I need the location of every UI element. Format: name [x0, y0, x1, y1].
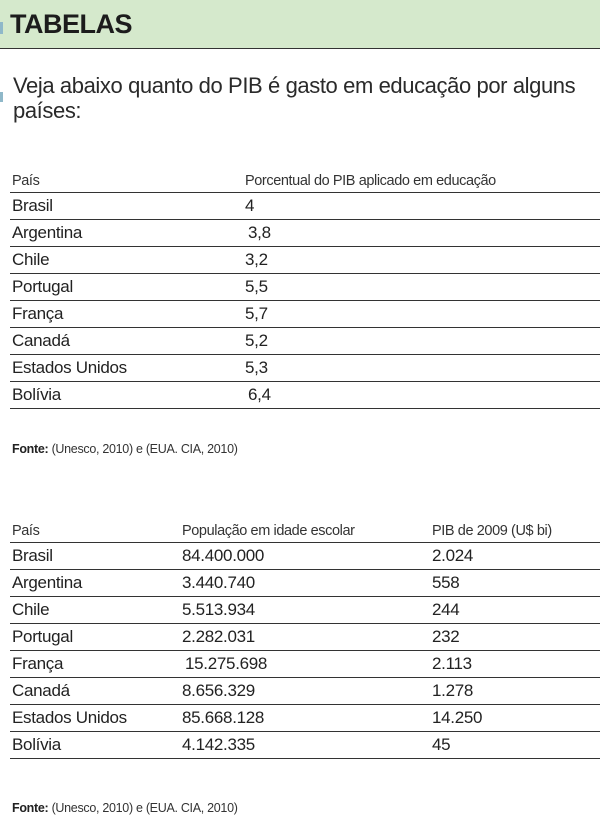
cell-country: Canadá [12, 331, 70, 350]
cell-country: Argentina [12, 223, 83, 242]
table-row [10, 328, 600, 355]
intro-text: Veja abaixo quanto do PIB é gasto em educação por alguns países: [13, 73, 576, 123]
source-label: Fonte: [12, 801, 49, 815]
cell-country: Canadá [12, 681, 70, 700]
table-row [10, 651, 600, 678]
source-label: Fonte: [12, 442, 49, 456]
cell-population: 5.513.934 [182, 600, 255, 619]
column-header-country: País [12, 523, 40, 539]
table-row [10, 220, 600, 247]
table-row [10, 247, 600, 274]
cell-gdp: 2.113 [432, 654, 472, 673]
cell-percent: 3,8 [248, 223, 271, 242]
cell-gdp: 14.250 [432, 708, 483, 727]
cell-gdp: 2.024 [432, 546, 474, 565]
table1-source [12, 442, 238, 456]
table-row [10, 570, 600, 597]
cell-country: Brasil [12, 196, 53, 215]
cell-percent: 5,7 [245, 304, 268, 323]
cell-country: Brasil [12, 546, 53, 565]
cell-population: 8.656.329 [182, 681, 255, 700]
cell-gdp: 244 [432, 600, 460, 619]
cell-country: Argentina [12, 573, 83, 592]
cell-country: Chile [12, 600, 50, 619]
cell-percent: 3,2 [245, 250, 268, 269]
cell-country: Bolívia [12, 385, 61, 404]
table2-source [12, 801, 238, 815]
cell-population: 15.275.698 [185, 654, 268, 673]
table-row [10, 355, 600, 382]
cell-population: 84.400.000 [182, 546, 265, 565]
table-row [10, 705, 600, 732]
source-text: (Unesco, 2010) e (EUA. CIA, 2010) [48, 442, 238, 456]
cell-population: 85.668.128 [182, 708, 265, 727]
table-row [10, 301, 600, 328]
cell-gdp: 45 [432, 735, 451, 754]
table-row [10, 543, 600, 570]
cell-percent: 6,4 [248, 385, 271, 404]
cell-country: França [12, 304, 64, 323]
cell-country: Bolívia [12, 735, 61, 754]
column-header-gdp: PIB de 2009 (U$ bi) [432, 523, 552, 539]
cell-country: França [12, 654, 64, 673]
intro-accent-bar [0, 92, 3, 102]
cell-country: Estados Unidos [12, 708, 127, 727]
table-header-row [10, 520, 600, 543]
table-row [10, 624, 600, 651]
section-header [0, 0, 600, 49]
cell-country: Portugal [12, 277, 73, 296]
cell-percent: 4 [245, 196, 255, 215]
table-row [10, 382, 600, 409]
cell-percent: 5,2 [245, 331, 268, 350]
table-row [10, 597, 600, 624]
cell-gdp: 1.278 [432, 681, 474, 700]
column-header-country: País [12, 173, 40, 189]
table-header-row [10, 170, 600, 193]
source-text: (Unesco, 2010) e (EUA. CIA, 2010) [48, 801, 238, 815]
column-header-percent: Porcentual do PIB aplicado em educação [245, 173, 496, 189]
cell-population: 2.282.031 [182, 627, 255, 646]
cell-population: 3.440.740 [182, 573, 255, 592]
section-title: TABELAS [10, 9, 132, 39]
population-gdp-table [10, 520, 600, 759]
table-row [10, 678, 600, 705]
table-row [10, 274, 600, 301]
column-header-population: População em idade escolar [182, 523, 355, 539]
cell-country: Chile [12, 250, 50, 269]
table-row [10, 732, 600, 759]
cell-country: Portugal [12, 627, 73, 646]
cell-country: Estados Unidos [12, 358, 127, 377]
table-row [10, 193, 600, 220]
cell-gdp: 558 [432, 573, 460, 592]
cell-population: 4.142.335 [182, 735, 255, 754]
cell-percent: 5,3 [245, 358, 268, 377]
cell-percent: 5,5 [245, 277, 268, 296]
header-accent-bar [0, 22, 3, 34]
cell-gdp: 232 [432, 627, 460, 646]
education-spending-table [10, 170, 600, 409]
